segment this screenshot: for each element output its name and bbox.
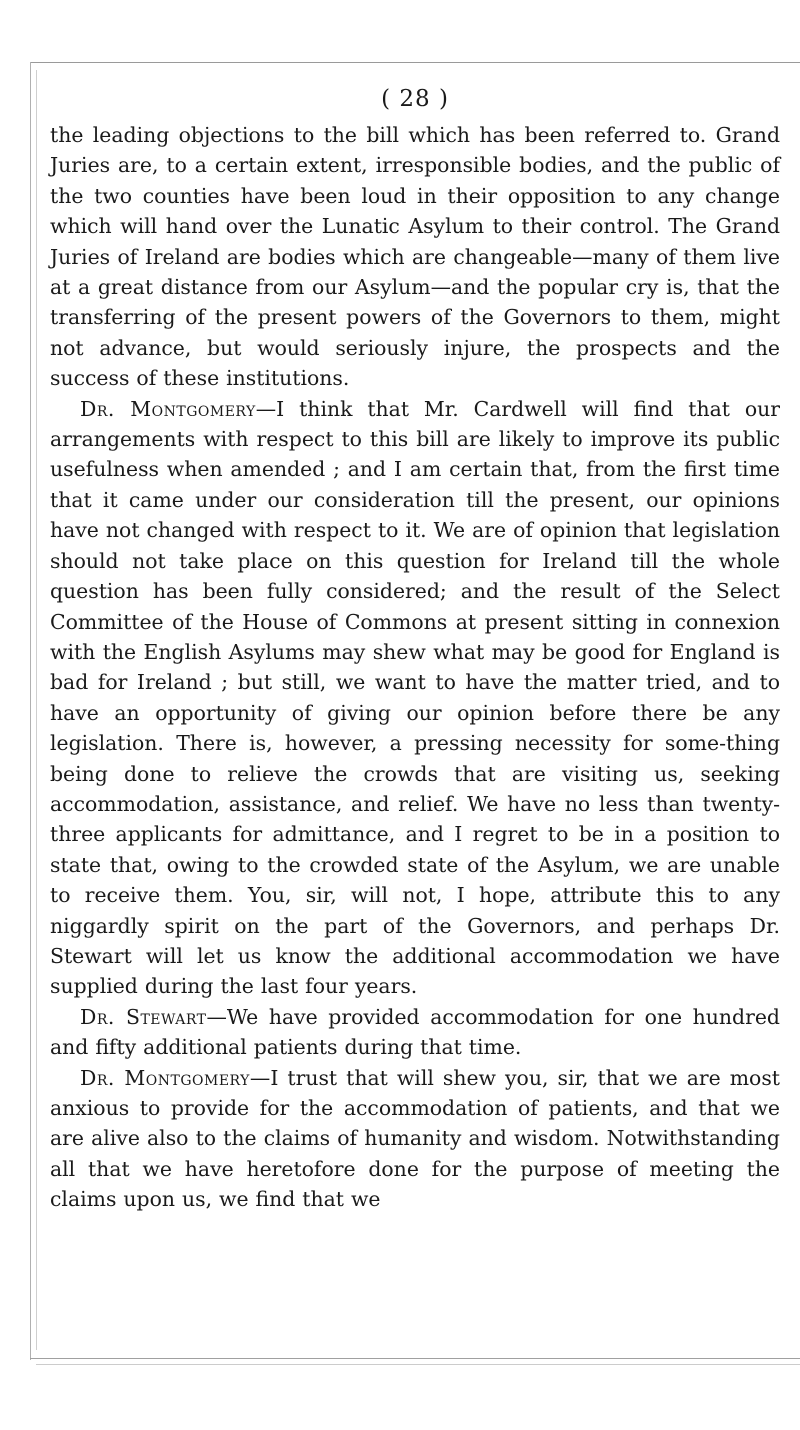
speaker-name: Dr. Montgomery (80, 396, 256, 421)
paragraph-3 (50, 1002, 780, 1063)
scan-border-bottom-inner (36, 1364, 800, 1365)
scan-border-bottom (30, 1358, 800, 1359)
scan-border-top (30, 62, 800, 63)
paragraph-1 (50, 120, 780, 394)
speaker-name: Dr. Stewart (80, 1004, 207, 1029)
scan-border-left (30, 62, 31, 1360)
paragraph-text: the leading objections to the bill which has been referred to. Grand Juries are, to a certain extent, irresponsible bodies, and the public of the two counties have been loud in their opposition to any change which will hand over the Lunatic Asylum to their control. The Grand Juries of Ireland are bodies which are changeable—many of them live at a great distance from our Asylum—and the popular cry is, that the transferring of the present powers of the Governors to them, might not advance, but would seriously injure, the prospects and the success of these institutions. (50, 123, 780, 391)
document-page (50, 84, 780, 1215)
paragraph-text: —We have provided accommodation for one hundred and fifty additional patients during that time. (50, 1004, 780, 1060)
paragraph-text: —I trust that will shew you, sir, that we are most anxious to provide for the accommodation of patients, and that we are alive also to the claims of humanity and wisdom. Notwithstanding all that we have heretofore done for the purpose of meeting the claims upon us, we find that we (50, 1065, 780, 1212)
paragraph-text: —I think that Mr. Cardwell will find that our arrangements with respect to this bill are likely to improve its public usefulness when amended ; and I am certain that, from the first time that it came under our consideration till the present, our opinions have not changed with respect to it. We are of opinion that legislation should not take place on this question for Ireland till the whole question has been fully considered; and the result of the Select Committee of the House of Commons at present sitting in connexion with the English Asylums may shew what may be good for England is bad for Ireland ; but still, we want to have the matter tried, and to have an opportunity of giving our opinion before there be any legislation. There is, however, a pressing necessity for some-thing being done to relieve the crowds that are visiting us, seeking accommodation, assistance, and relief. We have no less than twenty-three applicants for admittance, and I regret to be in a position to state that, owing to the crowded state of the Asylum, we are unable to receive them. You, sir, will not, I hope, attribute this to any niggardly spirit on the part of the Governors, and perhaps Dr. Stewart will let us know the additional accommodation we have supplied during the last four years. (50, 396, 780, 999)
scan-border-left-inner (36, 70, 37, 1350)
page-number: ( 28 ) (381, 86, 449, 112)
paragraph-2 (50, 394, 780, 1002)
paragraph-4 (50, 1063, 780, 1215)
speaker-name: Dr. Montgomery (80, 1065, 250, 1090)
